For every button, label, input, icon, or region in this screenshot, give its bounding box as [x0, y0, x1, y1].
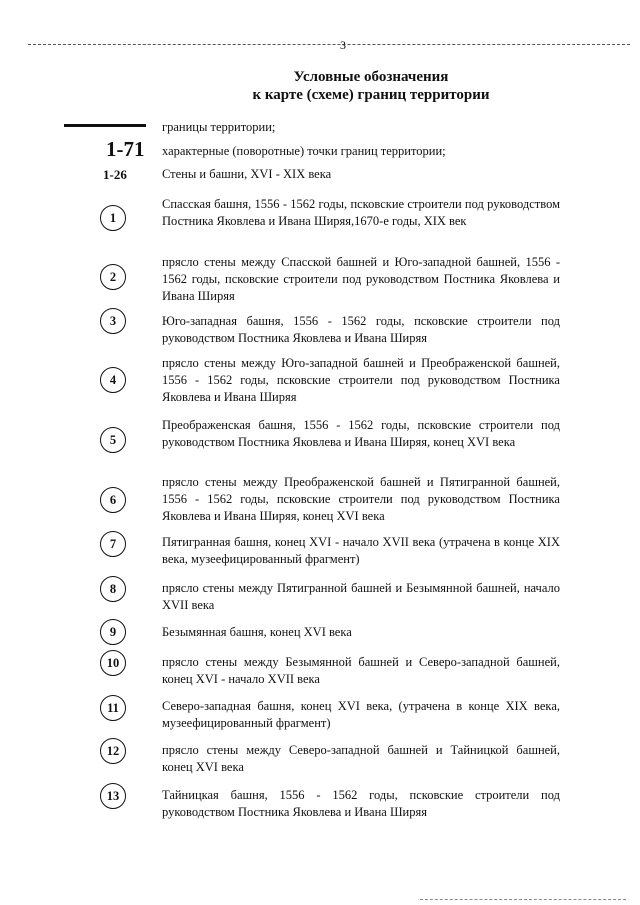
legend-marker-circle — [100, 487, 126, 513]
legend-item-text: прясло стены между Безымянной башней и Северо-западной башней, конец XVI - начало XVII века — [162, 655, 560, 686]
legend-marker-circle — [100, 650, 126, 676]
legend-item-text: Безымянная башня, конец XVI века — [162, 625, 352, 639]
page-title-line1: Условные обозначения — [293, 69, 449, 85]
marker-number: 7 — [109, 536, 117, 551]
legend-item-text: прясло стены между Пятигранной башней и Безымянной башней, начало XVII века — [162, 581, 560, 612]
legend-item-text: Пятигранная башня, конец XVI - начало XVII века (утрачена в конце XIX века, музеефицированный фрагмент) — [162, 535, 560, 566]
legend-marker-circle — [100, 264, 126, 290]
marker-number: 1 — [109, 210, 117, 225]
legend-item-text: прясло стены между Спасской башней и Юго-западной башней, 1556 - 1562 годы, псковские строители под руководством Постника Яковлева и Ивана Ширяя — [162, 255, 560, 303]
page-number: 3 — [340, 38, 346, 52]
marker-number: 3 — [109, 313, 117, 328]
legend-marker-circle — [100, 619, 126, 645]
legend-marker-circle — [100, 308, 126, 334]
walls-symbol: 1-26 — [103, 167, 127, 182]
page-title-line2: к карте (схеме) границ территории — [252, 87, 490, 103]
marker-number: 10 — [106, 655, 120, 670]
points-symbol: 1-71 — [106, 137, 145, 161]
boundary-line-symbol — [64, 124, 146, 127]
marker-number: 6 — [109, 492, 117, 507]
legend-item-text: прясло стены между Юго-западной башней и Преображенской башней, 1556 - 1562 годы, псковские строители под руководством Постника Яковлева и Ивана Ширяя — [162, 356, 560, 404]
boundary-label: границы территории; — [162, 120, 276, 134]
marker-number: 8 — [109, 581, 117, 596]
legend-item-text: Юго-западная башня, 1556 - 1562 годы, псковские строители под руководством Постника Яковлева и Ивана Ширяя — [162, 314, 560, 345]
marker-number: 11 — [107, 700, 119, 715]
marker-number: 4 — [109, 372, 117, 387]
marker-number: 2 — [109, 269, 117, 284]
marker-number: 13 — [106, 788, 120, 803]
legend-marker-circle — [100, 576, 126, 602]
points-label: характерные (поворотные) точки границ территории; — [162, 144, 446, 158]
legend-item-text: Тайницкая башня, 1556 - 1562 годы, псковские строители под руководством Постника Яковлева и Ивана Ширяя — [162, 788, 560, 819]
marker-number: 12 — [106, 743, 120, 758]
marker-number: 9 — [109, 624, 117, 639]
legend-item-text: прясло стены между Северо-западной башней и Тайницкой башней, конец XVI века — [162, 743, 560, 774]
marker-number: 5 — [109, 432, 117, 447]
legend-marker-circle — [100, 695, 126, 721]
bottom-rule — [420, 899, 626, 900]
legend-item-text: прясло стены между Преображенской башней и Пятигранной башней, 1556 - 1562 годы, псковские строители под руководством Постника Яковлева и Ивана Ширяя, конец XVI века — [162, 475, 560, 523]
legend-marker-circle — [100, 783, 126, 809]
walls-label: Стены и башни, XVI - XIX века — [162, 167, 332, 181]
legend-marker-circle — [100, 367, 126, 393]
legend-marker-circle — [100, 205, 126, 231]
legend-item-text: Спасская башня, 1556 - 1562 годы, псковские строители под руководством Постника Яковлева и Ивана Ширяя,1670-е годы, XIX век — [162, 197, 560, 228]
legend-marker-circle — [100, 427, 126, 453]
legend-marker-circle — [100, 531, 126, 557]
legend-item-text: Северо-западная башня, конец XVI века, (утрачена в конце XIX века, музеефицированный фрагмент) — [162, 699, 560, 730]
legend-item-text: Преображенская башня, 1556 - 1562 годы, псковские строители под руководством Постника Яковлева и Ивана Ширяя, конец XVI века — [162, 418, 560, 449]
legend-marker-circle — [100, 738, 126, 764]
